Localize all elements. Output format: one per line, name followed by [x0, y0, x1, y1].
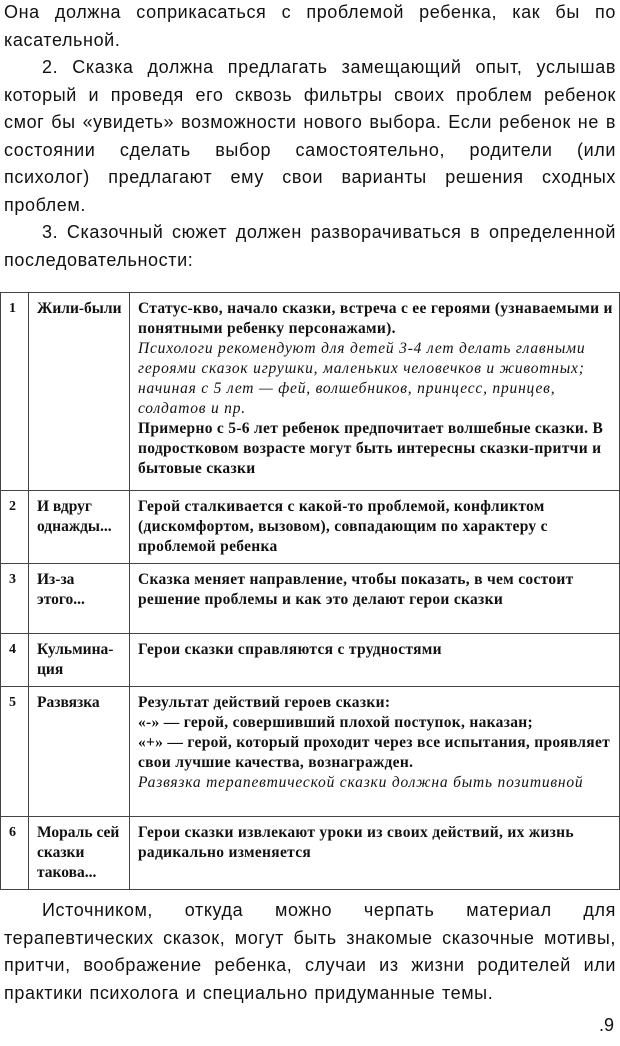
table-row [1, 491, 620, 564]
outcome-negative: «-» — герой, совершивший плохой поступок, наказан; [138, 714, 533, 731]
description-note: Психологи рекомендуют для детей 3-4 лет делать главными героями сказок игрушки, маленьких человечков и животных; начиная с 5 лет — фей, волшебников, принцесс, принцев, солдатов и пр. [138, 340, 586, 417]
stage-description: Герои сказки извлекают уроки из своих действий, их жизнь радикально изменяется [130, 817, 620, 890]
row-number: 1 [1, 293, 29, 491]
stage-name: Из-за этого... [29, 564, 130, 634]
stage-description: Сказка меняет направление, чтобы показать, в чем состоит решение проблемы и как это делают герои сказки [130, 564, 620, 634]
stage-name: Жили-были [29, 293, 130, 491]
table-row [1, 564, 620, 634]
row-number: 2 [1, 491, 29, 564]
table-row [1, 817, 620, 890]
stage-name: Развязка [29, 687, 130, 817]
outcome-positive: «+» — герой, который проходит через все испытания, проявляет свои лучшие качества, вознагражден. [138, 734, 611, 771]
page-number: .9 [598, 1015, 614, 1035]
paragraph-intro: Она должна соприкасаться с проблемой ребенка, как бы по касательной. [4, 2, 616, 50]
table-row [1, 293, 620, 491]
stage-description: Герои сказки справляются с трудностями [130, 634, 620, 687]
table-row [1, 687, 620, 817]
stage-description [130, 687, 620, 817]
fairy-tale-structure-table [0, 292, 620, 890]
stage-description [130, 293, 620, 491]
description-note: Развязка терапевтической сказки должна быть позитивной [138, 774, 584, 791]
description-text: Статус-кво, начало сказки, встреча с ее героями (узнаваемыми и понятными ребенку персонажами). [138, 300, 613, 337]
stage-name: Кульмина-ция [29, 634, 130, 687]
paragraph-sources: Источником, откуда можно черпать материал для терапевтических сказок, могут быть знакомые сказочные мотивы, притчи, воображение ребенка, случаи из жизни родителей или практики психолога и специально придуманные темы. [4, 900, 616, 1003]
row-number: 6 [1, 817, 29, 890]
stage-name: Мораль сей сказки такова... [29, 817, 130, 890]
row-number: 3 [1, 564, 29, 634]
stage-description: Герой сталкивается с какой-то проблемой, конфликтом (дискомфортом, вызовом), совпадающим по характеру с проблемой ребенка [130, 491, 620, 564]
row-number: 4 [1, 634, 29, 687]
paragraph-point-3: 3. Сказочный сюжет должен разворачиваться в определенной последовательности: [4, 222, 616, 270]
table-row [1, 634, 620, 687]
stage-name: И вдруг однажды... [29, 491, 130, 564]
row-number: 5 [1, 687, 29, 817]
description-text-extra: Примерно с 5-6 лет ребенок предпочитает волшебные сказки. В подростковом возрасте могут быть интересны сказки-притчи и бытовые сказки [138, 420, 604, 477]
description-text: Результат действий героев сказки: [138, 694, 391, 711]
paragraph-point-2: 2. Сказка должна предлагать замещающий опыт, услышав который и проведя его сквозь фильтры своих проблем ребенок смог бы «увидеть» возможности нового выбора. Если ребенок не в состоянии сделать выбор самостоятельно, родители (или психолог) предлагают ему свои варианты решения сходных проблем. [4, 57, 616, 215]
